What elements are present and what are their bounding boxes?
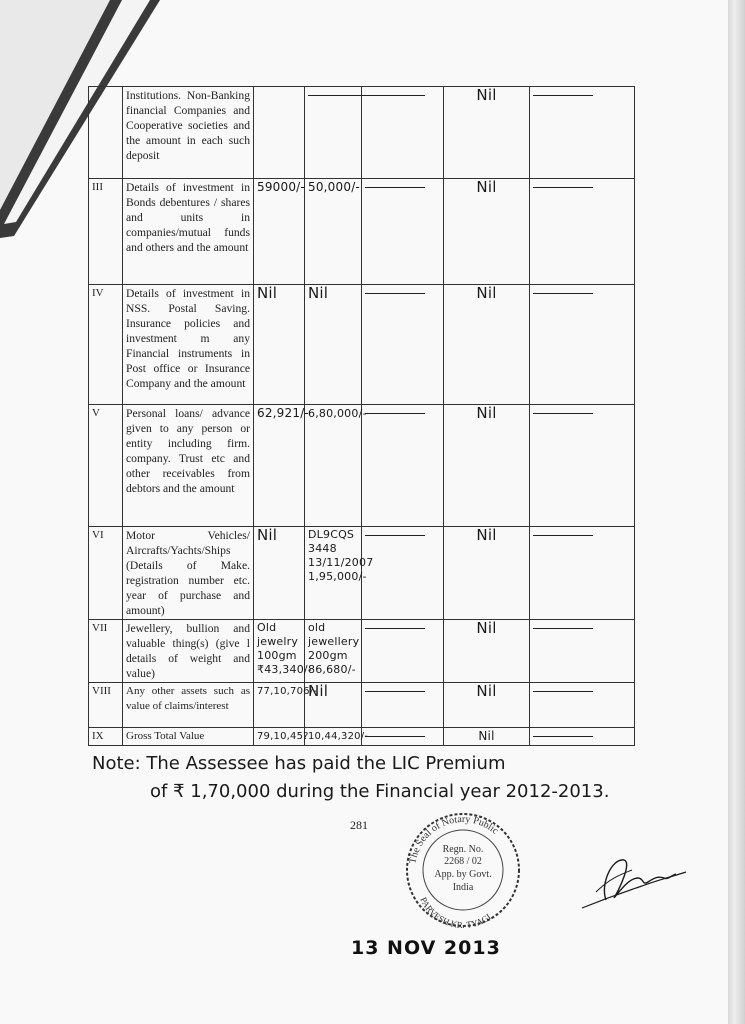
value-cell: 59000/- bbox=[254, 179, 305, 285]
value-cell: Nil bbox=[444, 527, 530, 620]
row-number bbox=[89, 87, 123, 179]
value-cell bbox=[254, 87, 305, 179]
value-cell bbox=[530, 87, 635, 179]
row-description: Any other assets such as value of claims/interest bbox=[123, 683, 254, 728]
row-description: Gross Total Value bbox=[123, 728, 254, 746]
value-cell: DL9CQS 3448 13/11/2007 1,95,000/- bbox=[305, 527, 362, 620]
signature bbox=[572, 848, 692, 918]
value-cell: Nil bbox=[444, 87, 530, 179]
note-line-2: of ₹ 1,70,000 during the Financial year 2012-2013. bbox=[150, 781, 610, 802]
value-cell: 79,10,45? bbox=[254, 728, 305, 746]
dash-mark bbox=[533, 293, 593, 294]
value-cell: 62,921/- bbox=[254, 405, 305, 527]
dash-mark bbox=[365, 95, 425, 96]
table-row bbox=[89, 683, 635, 728]
assets-table bbox=[88, 86, 635, 746]
value-cell: Nil bbox=[444, 179, 530, 285]
value-cell: Nil bbox=[444, 285, 530, 405]
dash-mark bbox=[365, 187, 425, 188]
value-cell bbox=[530, 405, 635, 527]
value-cell: Nil bbox=[254, 285, 305, 405]
value-cell: old jewellery 200gm 86,680/- bbox=[305, 620, 362, 683]
value-cell bbox=[530, 683, 635, 728]
table-row bbox=[89, 285, 635, 405]
dash-mark bbox=[533, 691, 593, 692]
value-cell bbox=[362, 285, 444, 405]
value-cell bbox=[530, 527, 635, 620]
value-cell: Nil bbox=[444, 405, 530, 527]
value-cell bbox=[362, 405, 444, 527]
value-cell bbox=[362, 620, 444, 683]
row-number: IV bbox=[89, 285, 123, 405]
row-description: Jewellery, bullion and valuable thing(s) (give l details of weight and value) bbox=[123, 620, 254, 683]
value-cell bbox=[530, 620, 635, 683]
value-cell bbox=[305, 87, 362, 179]
dash-mark bbox=[365, 293, 425, 294]
seal-name: PARVESH KR. TYAGI bbox=[418, 895, 493, 928]
value-cell bbox=[362, 728, 444, 746]
value-cell bbox=[362, 683, 444, 728]
value-cell: Nil bbox=[305, 683, 362, 728]
row-description: Details of investment in Bonds debentures / shares and units in companies/mutual funds and others and the amount bbox=[123, 179, 254, 285]
dash-mark bbox=[533, 535, 593, 536]
seal-app: App. by Govt. bbox=[434, 869, 492, 880]
handwritten-note bbox=[92, 750, 692, 806]
dash-mark bbox=[533, 413, 593, 414]
dash-mark bbox=[365, 691, 425, 692]
value-cell: 77,10,706/- bbox=[254, 683, 305, 728]
page-edge bbox=[728, 0, 745, 1024]
row-description: Details of investment in NSS. Postal Saving. Insurance policies and investment m any Financial instruments in Post office or Insurance Company and the amount bbox=[123, 285, 254, 405]
row-description: Personal loans/ advance given to any person or entity including firm. company. Trust etc and other receivables from debtors and the amount bbox=[123, 405, 254, 527]
dash-mark bbox=[533, 95, 593, 96]
seal-country: India bbox=[452, 882, 474, 893]
dash-mark bbox=[365, 628, 425, 629]
table-row bbox=[89, 87, 635, 179]
value-cell bbox=[362, 87, 444, 179]
value-cell bbox=[362, 527, 444, 620]
value-cell: Nil bbox=[254, 527, 305, 620]
table-row bbox=[89, 405, 635, 527]
value-cell: Nil bbox=[444, 728, 530, 746]
value-cell bbox=[530, 179, 635, 285]
value-cell bbox=[530, 285, 635, 405]
value-cell: 50,000/- bbox=[305, 179, 362, 285]
seal-regn-no: 2268 / 02 bbox=[444, 856, 482, 867]
value-cell: Nil bbox=[305, 285, 362, 405]
notary-seal bbox=[397, 808, 529, 928]
note-line-1: Note: The Assessee has paid the LIC Premium bbox=[92, 753, 506, 774]
value-cell bbox=[362, 179, 444, 285]
value-cell: 6,80,000/- bbox=[305, 405, 362, 527]
page-number: 281 bbox=[350, 818, 368, 832]
row-number: III bbox=[89, 179, 123, 285]
row-number: IX bbox=[89, 728, 123, 746]
dash-mark bbox=[365, 736, 425, 737]
table-row bbox=[89, 728, 635, 746]
date-stamp: 13 NOV 2013 bbox=[351, 937, 501, 959]
seal-regn: Regn. No. bbox=[442, 844, 484, 855]
value-cell bbox=[530, 728, 635, 746]
row-number: V bbox=[89, 405, 123, 527]
dash-mark bbox=[365, 413, 425, 414]
svg-text:PARVESH KR. TYAGI bbox=[418, 896, 492, 928]
dash-mark bbox=[533, 628, 593, 629]
table-row bbox=[89, 179, 635, 285]
table-row bbox=[89, 527, 635, 620]
dash-mark bbox=[308, 95, 368, 96]
dash-mark bbox=[533, 187, 593, 188]
value-cell: Nil bbox=[444, 620, 530, 683]
row-number: VIII bbox=[89, 683, 123, 728]
row-description: Motor Vehicles/ Aircrafts/Yachts/Ships (Details of Make. registration number etc. year of purchase and amount) bbox=[123, 527, 254, 620]
row-number: VII bbox=[89, 620, 123, 683]
table-row bbox=[89, 620, 635, 683]
row-number: VI bbox=[89, 527, 123, 620]
value-cell: 10,44,320/- bbox=[305, 728, 362, 746]
dash-mark bbox=[365, 535, 425, 536]
value-cell: Old jewelry 100gm ₹43,340/- bbox=[254, 620, 305, 683]
seal-ring-text: The Seal of Notary Public bbox=[407, 813, 501, 865]
dash-mark bbox=[533, 736, 593, 737]
value-cell: Nil bbox=[444, 683, 530, 728]
row-description: Institutions. Non-Banking financial Companies and Cooperative societies and the amount in each such deposit bbox=[123, 87, 254, 179]
